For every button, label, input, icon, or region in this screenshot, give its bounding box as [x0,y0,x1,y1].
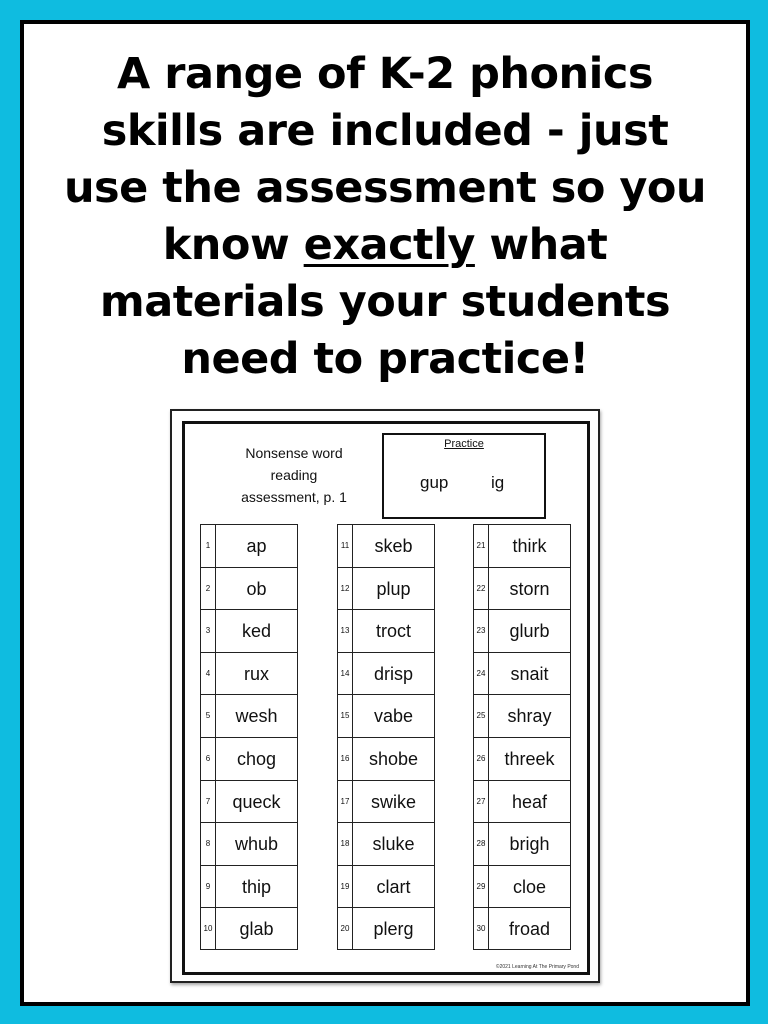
item-number: 10 [201,908,216,949]
word-row [337,865,435,908]
nonsense-word: sluke [372,834,415,855]
item-number: 5 [201,695,216,737]
word-row [473,567,571,610]
nonsense-word: threek [504,748,555,769]
word-row [337,780,435,823]
nonsense-word: skeb [374,536,413,556]
item-number: 14 [338,653,353,695]
nonsense-word: whub [234,834,279,855]
word-row [337,567,435,610]
item-number: 9 [201,866,216,908]
word-row [337,822,435,865]
nonsense-word: drisp [373,663,413,684]
headline-line-1: A range of K-2 phonics [117,49,653,99]
item-number: 11 [338,525,353,567]
word-row [473,652,571,695]
word-row [473,822,571,865]
headline-line-6: need to practice! [181,334,589,384]
word-row [337,694,435,737]
word-row [200,822,298,865]
word-row [473,737,571,780]
item-number: 7 [201,781,216,823]
item-number: 6 [201,738,216,780]
word-row [473,694,571,737]
nonsense-word: ap [246,536,267,556]
practice-label: Practice [444,438,484,450]
practice-word: gup [420,473,449,492]
headline-line-4-pre: know [162,220,304,270]
headline-line-2: skills are included - just [101,106,669,156]
word-row [473,609,571,652]
nonsense-word: brigh [509,834,550,855]
headline-line-4-post: what [474,220,608,270]
worksheet-title-line-2: reading [270,467,318,483]
nonsense-word: clart [376,876,411,897]
item-number: 15 [338,695,353,737]
word-column [473,524,571,950]
nonsense-word: vabe [373,706,414,727]
item-number: 24 [474,653,489,695]
word-column [337,524,435,950]
headline-emphasis: exactly [303,220,475,270]
item-number: 28 [474,823,489,865]
nonsense-word: swike [370,791,416,812]
item-number: 3 [201,610,216,652]
nonsense-word: wesh [235,706,278,727]
nonsense-word: snait [510,663,549,684]
nonsense-word: chog [236,748,277,769]
nonsense-word: shobe [368,748,419,769]
item-number: 4 [201,653,216,695]
nonsense-word: thirk [512,536,547,556]
word-row [473,865,571,908]
word-row [337,609,435,652]
nonsense-word: ob [246,578,267,599]
headline-line-4 [24,217,746,274]
promo-card [20,20,750,1006]
worksheet-border [182,421,590,975]
word-row [337,737,435,780]
word-row [473,907,571,950]
word-row [200,652,298,695]
item-number: 25 [474,695,489,737]
item-number: 20 [338,908,353,949]
item-number: 23 [474,610,489,652]
item-number: 19 [338,866,353,908]
word-row [200,865,298,908]
word-row [473,524,571,567]
nonsense-word: heaf [511,791,548,812]
word-row [200,609,298,652]
item-number: 27 [474,781,489,823]
nonsense-word: ked [241,621,272,642]
item-number: 18 [338,823,353,865]
copyright-footer: ©2021 Learning At The Primary Pond [495,964,579,970]
headline [24,46,746,388]
word-row [200,737,298,780]
item-number: 26 [474,738,489,780]
nonsense-word: glurb [509,621,550,642]
item-number: 29 [474,866,489,908]
nonsense-word: rux [243,663,269,684]
item-number: 16 [338,738,353,780]
item-number: 17 [338,781,353,823]
nonsense-word: thip [241,876,272,897]
item-number: 13 [338,610,353,652]
item-number: 12 [338,568,353,610]
word-row [337,524,435,567]
word-column [200,524,298,950]
item-number: 1 [201,525,216,567]
practice-box [382,433,546,519]
nonsense-word: shray [507,706,552,727]
worksheet-title [219,442,369,508]
item-number: 30 [474,908,489,949]
item-number: 8 [201,823,216,865]
practice-word: ig [491,473,505,492]
word-row [473,780,571,823]
worksheet-title-line-1: Nonsense word [245,445,343,461]
word-row [200,567,298,610]
nonsense-word: froad [508,919,551,940]
item-number: 21 [474,525,489,567]
item-number: 2 [201,568,216,610]
nonsense-word: troct [375,621,411,642]
nonsense-word: glab [239,919,274,940]
headline-line-5: materials your students [99,277,671,327]
headline-line-3: use the assessment so you [63,163,707,213]
word-row [200,694,298,737]
nonsense-word: plup [376,578,411,599]
word-row [200,907,298,950]
word-row [337,652,435,695]
item-number: 22 [474,568,489,610]
worksheet-title-line-3: assessment, p. 1 [241,489,347,505]
word-row [200,524,298,567]
word-row [200,780,298,823]
nonsense-word: queck [232,791,281,812]
nonsense-word: storn [509,578,550,599]
word-row [337,907,435,950]
nonsense-word: plerg [373,919,414,940]
worksheet-preview [170,409,600,983]
nonsense-word: cloe [512,876,547,897]
